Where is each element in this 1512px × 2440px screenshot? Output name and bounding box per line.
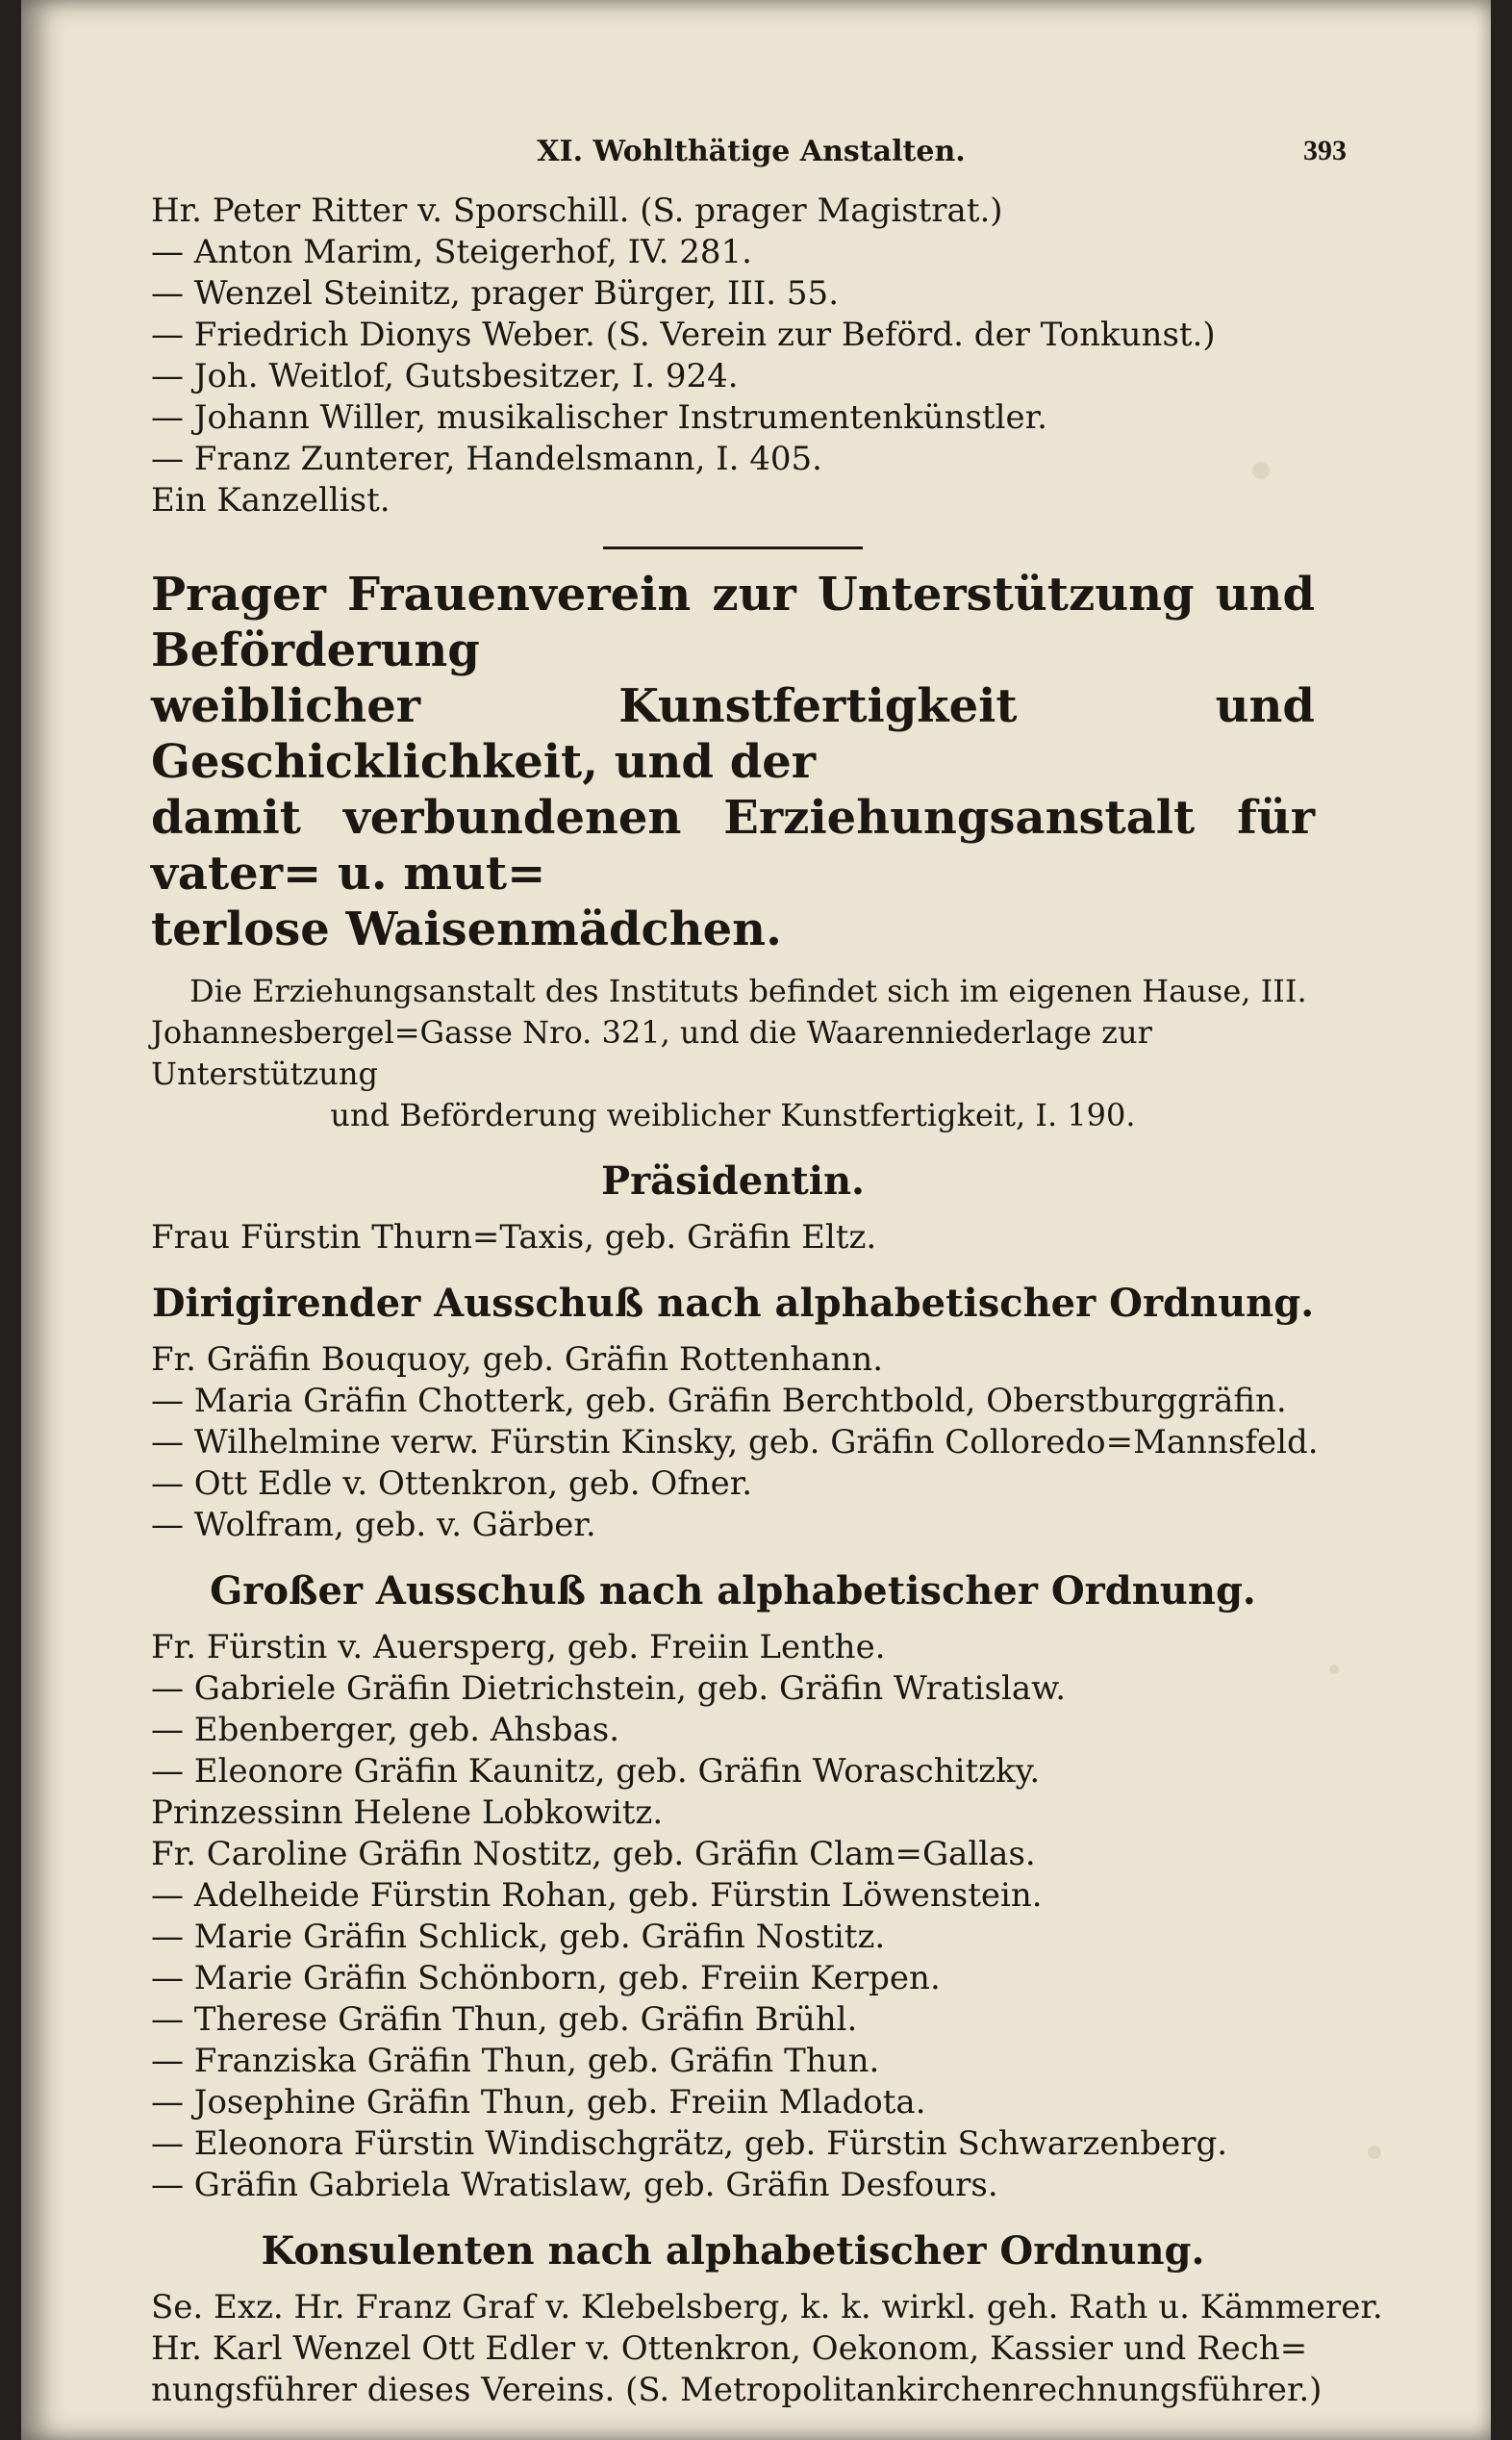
list-item: — Franz Zunterer, Handelsmann, I. 405. <box>151 440 822 478</box>
list-item: — Anton Marim, Steigerhof, IV. 281. <box>151 233 752 271</box>
list-item: — Gräfin Gabriela Wratislaw, geb. Gräfin Desfours. <box>151 2166 998 2204</box>
president-heading: Präsidentin. <box>601 1158 865 1204</box>
list-item: — Wilhelmine verw. Fürstin Kinsky, geb. Gräfin Colloredo=Mannsfeld. <box>151 1423 1319 1461</box>
book-page <box>21 0 1491 2440</box>
large-committee-heading: Großer Ausschuß nach alphabetischer Ordnung. <box>210 1568 1256 1614</box>
page-content <box>151 191 1383 2411</box>
list-item: — Joh. Weitlof, Gutsbesitzer, I. 924. <box>151 357 739 395</box>
section-title <box>151 567 1315 957</box>
list-item: — Johann Willer, musikalischer Instrumentenkünstler. <box>151 398 1047 437</box>
section-title-line: Prager Frauenverein zur Unterstützung und Beförderung <box>151 568 1315 677</box>
list-item: Ein Kanzellist. <box>151 481 391 520</box>
list-item: — Marie Gräfin Schlick, geb. Gräfin Nostitz. <box>151 1918 886 1956</box>
list-item: — Gabriele Gräfin Dietrichstein, geb. Gräfin Wratislaw. <box>151 1669 1067 1708</box>
list-item: Fr. Caroline Gräfin Nostitz, geb. Gräfin Clam=Gallas. <box>151 1835 1036 1873</box>
section-title-line: weiblicher Kunstfertigkeit und Geschicklichkeit, und der <box>151 679 1315 789</box>
list-item: — Maria Gräfin Chotterk, geb. Gräfin Berchtbold, Oberstburggräfin. <box>151 1382 1287 1420</box>
list-item: — Friedrich Dionys Weber. (S. Verein zur Beförd. der Tonkunst.) <box>151 316 1216 354</box>
header-title: XI. Wohlthätige Anstalten. <box>537 135 966 168</box>
section-title-line: damit verbundenen Erziehungsanstalt für vater= u. mut= <box>151 791 1315 901</box>
section-title-line: terlose Waisenmädchen. <box>151 902 782 956</box>
running-header <box>156 135 1347 179</box>
list-item: Prinzessinn Helene Lobkowitz. <box>151 1793 664 1832</box>
paragraph-line: Johannesbergel=Gasse Nro. 321, und die Waarenniederlage zur Unterstützung <box>151 1014 1152 1092</box>
executive-committee-heading: Dirigirender Ausschuß nach alphabetischer Ordnung. <box>151 1281 1315 1326</box>
intro-paragraph <box>151 971 1315 1136</box>
list-item: Hr. Peter Ritter v. Sporschill. (S. prager Magistrat.) <box>151 191 1003 230</box>
list-item: — Ott Edle v. Ottenkron, geb. Ofner. <box>151 1464 753 1503</box>
section-divider <box>603 546 863 549</box>
paragraph-line: Die Erziehungsanstalt des Instituts befindet sich im eigenen Hause, III. <box>189 973 1307 1009</box>
list-item: — Ebenberger, geb. Ahsbas. <box>151 1711 620 1749</box>
list-item: Fr. Fürstin v. Auersperg, geb. Freiin Lenthe. <box>151 1628 886 1666</box>
list-item: — Therese Gräfin Thun, geb. Gräfin Brühl. <box>151 2000 858 2039</box>
top-entry-list <box>151 191 1315 521</box>
list-item: Frau Fürstin Thurn=Taxis, geb. Gräfin Eltz. <box>151 1218 877 1257</box>
list-item: — Marie Gräfin Schönborn, geb. Freiin Kerpen. <box>151 1959 941 1997</box>
large-committee-list <box>151 1627 1315 2206</box>
list-item: — Josephine Gräfin Thun, geb. Freiin Mladota. <box>151 2083 926 2122</box>
page-number: 393 <box>1303 135 1347 166</box>
consultants-heading: Konsulenten nach alphabetischer Ordnung. <box>261 2228 1205 2274</box>
paragraph-line: nungsführer dieses Vereins. (S. Metropolitankirchenrechnungsführer.) <box>151 2371 1323 2409</box>
list-item: — Eleonora Fürstin Windischgrätz, geb. Fürstin Schwarzenberg. <box>151 2124 1228 2163</box>
consultant-paragraph <box>151 2328 1323 2411</box>
paragraph-line: Hr. Karl Wenzel Ott Edler v. Ottenkron, Oekonom, Kassier und Rech= <box>151 2329 1308 2368</box>
paragraph-line: und Beförderung weiblicher Kunstfertigkeit, I. 190. <box>330 1097 1136 1133</box>
list-item: Fr. Gräfin Bouquoy, geb. Gräfin Rottenhann. <box>151 1340 884 1379</box>
list-item: — Eleonore Gräfin Kaunitz, geb. Gräfin Woraschitzky. <box>151 1752 1041 1791</box>
list-item: — Adelheide Fürstin Rohan, geb. Fürstin Löwenstein. <box>151 1876 1043 1915</box>
list-item: Se. Exz. Hr. Franz Graf v. Klebelsberg, k. k. wirkl. geh. Rath u. Kämmerer. <box>151 2288 1383 2326</box>
list-item: — Franziska Gräfin Thun, geb. Gräfin Thun. <box>151 2042 880 2080</box>
executive-committee-list <box>151 1339 1319 1546</box>
list-item: — Wolfram, geb. v. Gärber. <box>151 1506 596 1544</box>
list-item: — Wenzel Steinitz, prager Bürger, III. 55. <box>151 274 839 313</box>
